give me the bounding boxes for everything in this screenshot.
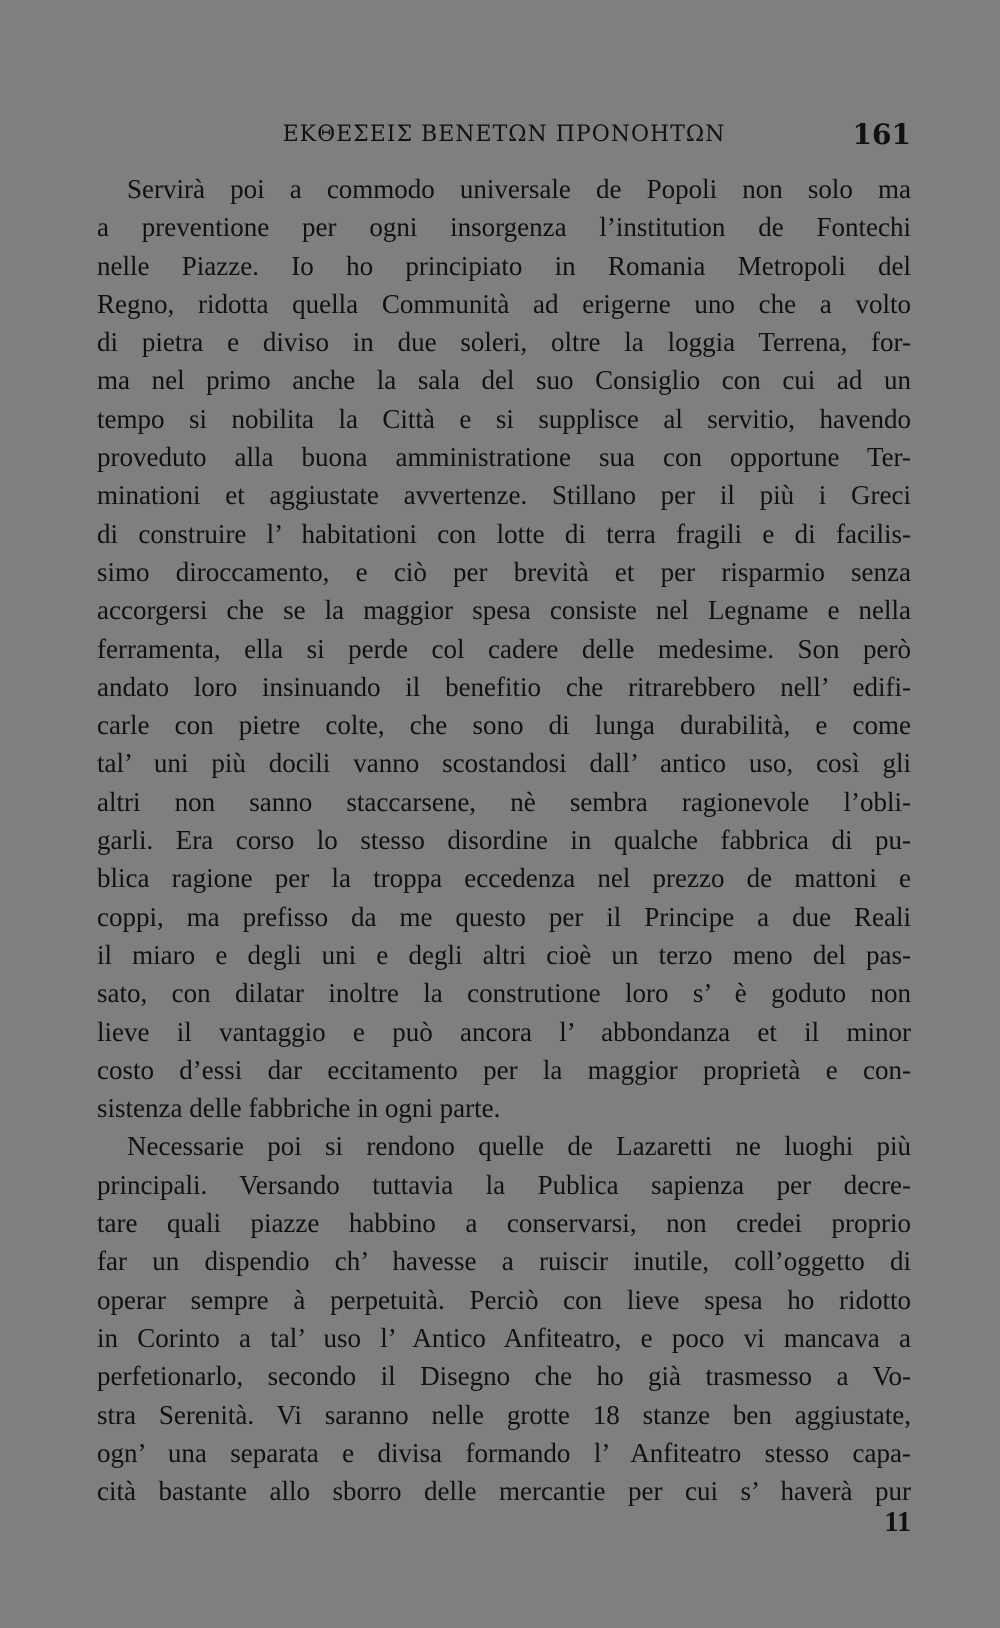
- text-line: stra Serenità. Vi saranno nelle grotte 18 stanze ben aggiustate,: [97, 1399, 911, 1430]
- text-line: di construire l’ habitationi con lotte di terra fragili e di facilis-: [97, 518, 911, 549]
- running-title: ΕΚΘΕΣΕΙΣ ΒΕΝΕΤΩΝ ΠΡΟΝΟΗΤΩΝ: [282, 122, 726, 147]
- text-line: accorgersi che se la maggior spesa consiste nel Legname e nella: [97, 595, 911, 626]
- text-line: simo diroccamento, e ciò per brevità et per risparmio senza: [97, 556, 911, 587]
- running-head: [97, 118, 911, 158]
- text-line: operar sempre à perpetuità. Perciò con lieve spesa ho ridotto: [97, 1284, 911, 1315]
- text-line: carle con pietre colte, che sono di lunga durabilità, e come: [97, 710, 911, 741]
- text-line: blica ragione per la troppa eccedenza nel prezzo de mattoni e: [97, 863, 911, 894]
- text-line: sistenza delle fabbriche in ogni parte.: [97, 1093, 501, 1124]
- text-line: ferramenta, ella si perde col cadere delle medesime. Son però: [97, 633, 911, 664]
- text-line: cità bastante allo sborro delle mercantie per cui s’ haverà pur: [97, 1476, 911, 1507]
- text-line: di pietra e diviso in due soleri, oltre la loggia Terrena, for-: [97, 327, 911, 358]
- text-line: il miaro e degli uni e degli altri cioè un terzo meno del pas-: [97, 939, 911, 970]
- text-line: perfetionarlo, secondo il Disegno che ho già trasmesso a Vo-: [97, 1361, 911, 1392]
- text-line: andato loro insinuando il benefitio che ritrarebbero nell’ edifi-: [97, 671, 911, 702]
- body-text: [97, 170, 911, 1510]
- text-line: minationi et aggiustate avvertenze. Stillano per il più i Greci: [97, 480, 911, 511]
- text-line: in Corinto a tal’ uso l’ Antico Anfiteatro, e poco vi mancava a: [97, 1322, 911, 1353]
- text-line: tal’ uni più docili vanno scostandosi dall’ antico uso, così gli: [97, 748, 911, 779]
- text-line: nelle Piazze. Io ho principiato in Romania Metropoli del: [97, 250, 911, 281]
- text-line: principali. Versando tuttavia la Publica sapienza per decre-: [97, 1169, 911, 1200]
- text-line: altri non sanno staccarsene, nè sembra ragionevole l’obli-: [97, 786, 911, 817]
- text-line: ogn’ una separata e divisa formando l’ Anfiteatro stesso capa-: [97, 1437, 911, 1468]
- text-line: sato, con dilatar inoltre la construtione loro s’ è goduto non: [97, 978, 911, 1009]
- text-line: tare quali piazze habbino a conservarsi, non credei proprio: [97, 1208, 911, 1239]
- page-number: 161: [852, 118, 911, 151]
- text-line: a preventione per ogni insorgenza l’institution de Fontechi: [97, 212, 911, 243]
- signature-mark: 11: [884, 1507, 911, 1538]
- text-line: costo d’essi dar eccitamento per la maggior proprietà e con-: [97, 1054, 911, 1085]
- text-line: garli. Era corso lo stesso disordine in qualche fabbrica di pu-: [97, 825, 911, 856]
- text-line: Regno, ridotta quella Communità ad erigerne uno che a volto: [97, 288, 911, 319]
- text-line: lieve il vantaggio e può ancora l’ abbondanza et il minor: [97, 1016, 911, 1047]
- text-line: coppi, ma prefisso da me questo per il Principe a due Reali: [97, 901, 911, 932]
- text-line: ma nel primo anche la sala del suo Consiglio con cui ad un: [97, 365, 911, 396]
- text-line: Servirà poi a commodo universale de Popoli non solo ma: [127, 174, 911, 204]
- text-line: proveduto alla buona amministratione sua con opportune Ter-: [97, 442, 911, 473]
- text-line: Necessarie poi si rendono quelle de Lazaretti ne luoghi più: [127, 1131, 911, 1162]
- text-line: far un dispendio ch’ havesse a ruiscir inutile, coll’oggetto di: [97, 1246, 911, 1277]
- text-line: tempo si nobilita la Città e si supplisce al servitio, havendo: [97, 403, 911, 434]
